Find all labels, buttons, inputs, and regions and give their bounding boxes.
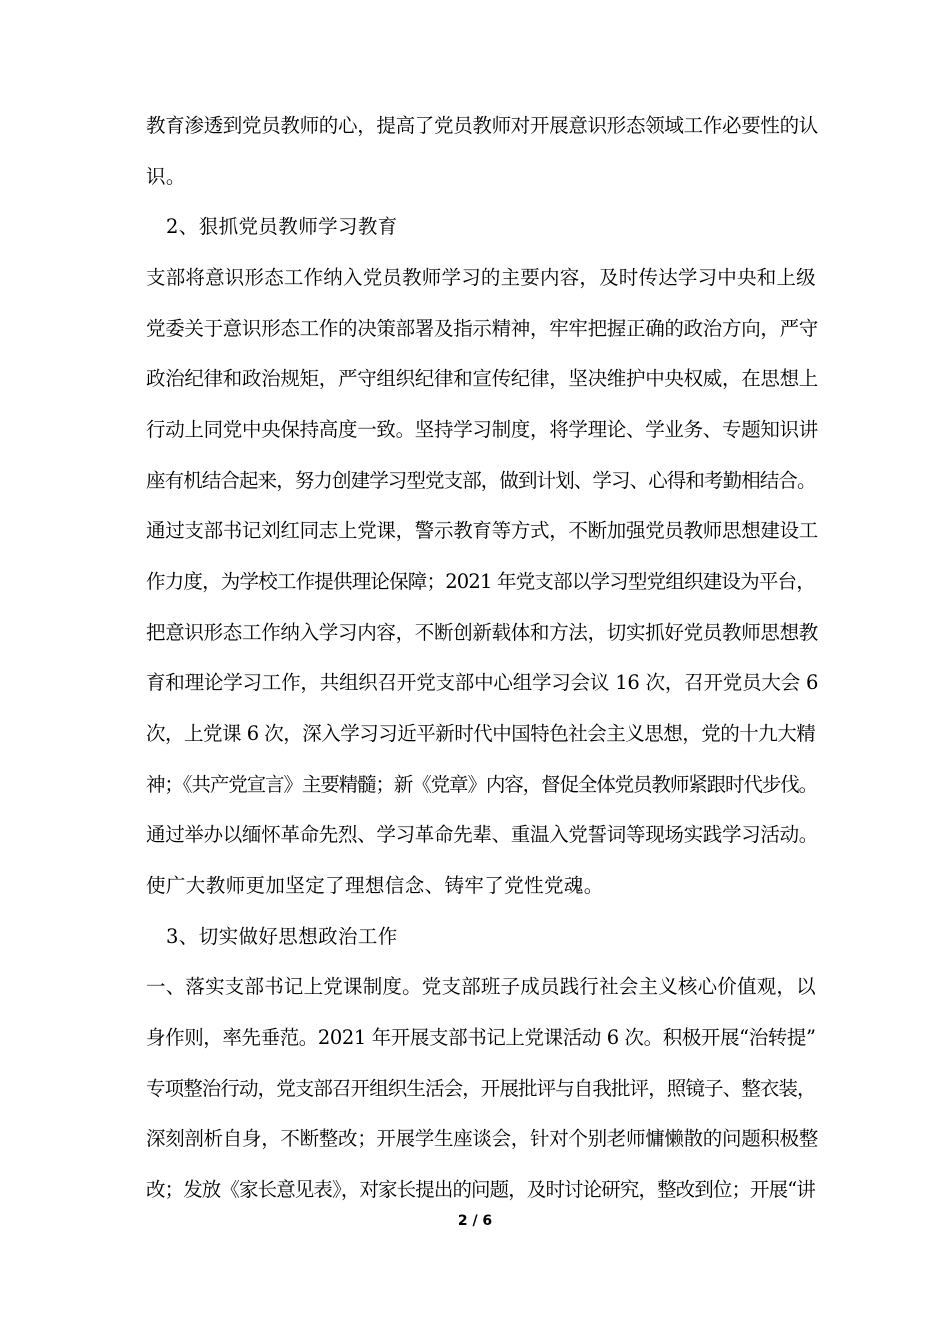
text-line: 次，上党课 6 次，深入学习习近平新时代中国特色社会主义思想，党的十九大精 <box>146 722 816 745</box>
text-line: 识。 <box>146 165 186 188</box>
text-line: 作力度，为学校工作提供理论保障；2021 年党支部以学习型党组织建设为平台， <box>146 570 815 593</box>
section-heading: 2、狠抓党员教师学习教育 <box>166 215 398 238</box>
text-line: 把意识形态工作纳入学习内容，不断创新载体和方法，切实抓好党员教师思想教 <box>146 621 819 644</box>
text-line: 通过支部书记刘红同志上党课，警示教育等方式，不断加强党员教师思想建设工 <box>146 519 819 542</box>
text-line: 一、落实支部书记上党课制度。党支部班子成员践行社会主义核心价值观，以 <box>146 975 816 998</box>
text-line: 通过举办以缅怀革命先烈、学习革命先辈、重温入党誓词等现场实践学习活动。 <box>146 823 819 846</box>
section-heading: 3、切实做好思想政治工作 <box>166 925 398 948</box>
text-line: 育和理论学习工作，共组织召开党支部中心组学习会议 16 次，召开党员大会 6 <box>146 671 819 694</box>
text-line: 支部将意识形态工作纳入党员教师学习的主要内容，及时传达学习中央和上级 <box>146 266 816 289</box>
text-line: 座有机结合起来，努力创建学习型党支部，做到计划、学习、心得和考勤相结合。 <box>146 469 816 492</box>
text-line: 行动上同党中央保持高度一致。坚持学习制度，将学理论、学业务、专题知识讲 <box>146 418 819 441</box>
text-line: 身作则，率先垂范。2021 年开展支部书记上党课活动 6 次。积极开展“治转提” <box>146 1026 816 1049</box>
text-line: 政治纪律和政治规矩，严守组织纪律和宣传纪律，坚决维护中央权威，在思想上 <box>146 367 819 390</box>
text-line: 神；《共产党宣言》主要精髓；新《党章》内容，督促全体党员教师紧跟时代步伐。 <box>146 773 818 796</box>
page-number: 2 / 6 <box>457 1213 493 1229</box>
text-line: 深刻剖析自身，不断整改；开展学生座谈会，针对个别老师慵懒散的问题积极整 <box>146 1127 819 1150</box>
text-line: 党委关于意识形态工作的决策部署及指示精神，牢牢把握正确的政治方向，严守 <box>146 317 819 340</box>
text-line: 改；发放《家长意见表》，对家长提出的问题，及时讨论研究，整改到位；开展“讲 <box>146 1178 815 1201</box>
text-line: 教育渗透到党员教师的心，提高了党员教师对开展意识形态领域工作必要性的认 <box>146 114 819 137</box>
text-line: 专项整治行动，党支部召开组织生活会，开展批评与自我批评，照镜子、整衣装， <box>146 1077 816 1100</box>
text-line: 使广大教师更加坚定了理想信念、铸牢了党性党魂。 <box>146 874 604 897</box>
